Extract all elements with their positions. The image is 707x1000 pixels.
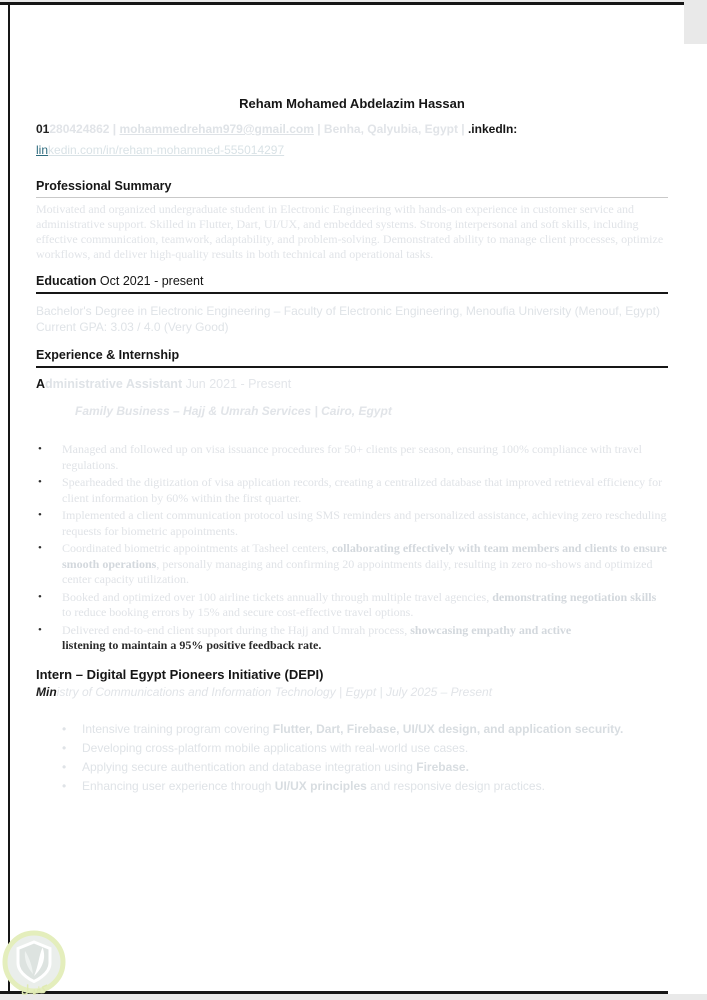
linkedin-link[interactable]: lin [36,143,49,157]
depi-subtitle [36,685,668,700]
section-heading-education [36,274,668,294]
bullet-text: Intensive training program covering [82,721,273,736]
bullet-text: Coordinated biometric appointments at Tasheel centers, [62,541,332,555]
location-text: | Benha, Qalyubia, Egypt | [313,122,468,136]
bullet-text: Spearheaded the digitization of visa application records, creating a centralized database that improved retrieval efficiency for client information by 60% within the first quarter. [62,475,663,505]
svg-text:كفيـل: كفيـل [21,984,47,996]
bullet-text: Applying secure authentication and database integration using [82,759,417,774]
company-line: Family Business – Hajj & Umrah Services | Cairo, Egypt [75,404,392,418]
linkedin-url-faint: kedin.com/in/reham-mohammed-555014297 [48,143,285,157]
experience-bullet [36,623,668,654]
page-border-left [8,2,10,992]
experience-bullet-list [36,442,668,654]
bullet-text: to reduce booking errors by 15% and secure cost-effective travel options. [62,605,414,619]
kafeel-watermark-logo [1,929,67,997]
experience-bullet [36,590,668,621]
section-heading-professional-summary: Professional Summary [36,179,668,198]
bullet-text: Managed and followed up on visa issuance procedures for 50+ clients per season, ensuring 100% compliance with travel regulations. [62,442,642,472]
bullet-text: Booked and optimized over 100 airline tickets annually through multiple travel agencies, [62,589,493,604]
experience-bullet [36,508,668,539]
bullet-bold-text: Flutter, Dart, Firebase, UI/UX design, and application security. [272,721,624,736]
experience-bullet [36,475,668,506]
professional-summary-text: Motivated and organized undergraduate student in Electronic Engineering with hands-on experience in customer service and administrative support. Skilled in Flutter, Dart, UI/UX, and embedded systems. Strong interpersonal and soft skills, including effective communication, teamwork, adaptability, and problem-solving. Demonstrated ability to manage client processes, optimize workflows, and deliver high-quality results in both technical and operational tasks. [36,202,664,261]
job-dates: Jun 2021 - Present [182,377,292,391]
page-edge-right [684,0,707,44]
job-title-visible-letter: A [36,377,46,391]
gpa-text: Current GPA: 3.03 / 4.0 (Very Good) [36,320,229,334]
experience-bullet [36,541,668,588]
candidate-name: Reham Mohamed Abdelazim Hassan [239,96,465,111]
depi-subtitle-visible: Min [36,684,57,699]
bullet-bold-text: collaborating effectively with team members and clients to ensure smooth operations [62,541,667,571]
bullet-text: , personally managing and confirming 20 appointments daily, resulting in zero no-shows and optimized center capacity utilization. [62,556,653,586]
depi-title: Intern – Digital Egypt Pioneers Initiative (DEPI) [36,666,324,682]
bullet-bold-text: demonstrating negotiation skills [492,589,657,604]
degree-text: Bachelor's Degree in Electronic Engineering – Faculty of Electronic Engineering, Menoufia University (Menouf, Egypt) [36,304,660,318]
bullet-dark-text: listening to maintain a 95% positive feedback rate. [62,638,322,652]
bullet-text: and responsive design practices. [366,778,545,793]
bullet-text: Enhancing user experience through [82,778,275,793]
depi-bullet [36,722,668,737]
page-edge-bottom [0,994,707,1000]
bullet-bold-text: UI/UX principles [274,778,367,793]
resume-content [36,0,668,798]
depi-subtitle-faint: istry of Communications and Information Technology | Egypt | July 2025 – Present [56,684,493,699]
depi-bullet [36,760,668,775]
email-link[interactable]: mohammedreham979@gmail.com [119,122,314,136]
education-body [36,303,668,335]
bullet-bold-text: showcasing empathy and active [410,622,572,637]
linkedin-label: .inkedIn: [467,122,518,136]
bullet-text: Implemented a client communication protocol using SMS reminders and personalized assistance, achieving zero rescheduling requests for biometric appointments. [62,508,667,538]
depi-bullet-list [36,722,668,794]
contact-line [36,119,668,161]
education-dates: Oct 2021 - present [96,274,204,288]
bullet-text: Delivered end-to-end client support during the Hajj and Umrah process, [62,622,411,637]
depi-bullet [36,779,668,794]
section-heading-experience: Experience & Internship [36,348,668,368]
phone-number-faint: 280424862 | [49,122,120,136]
experience-bullet [36,442,668,473]
bullet-text: Developing cross-platform mobile applications with real-world use cases. [82,740,469,755]
job-title-faint: dministrative Assistant [45,377,183,391]
job-title-line [36,377,668,392]
bullet-bold-text: Firebase. [416,759,469,774]
education-heading-label: Education [36,274,97,288]
depi-bullet [36,741,668,756]
phone-number-visible: 01 [36,122,50,136]
